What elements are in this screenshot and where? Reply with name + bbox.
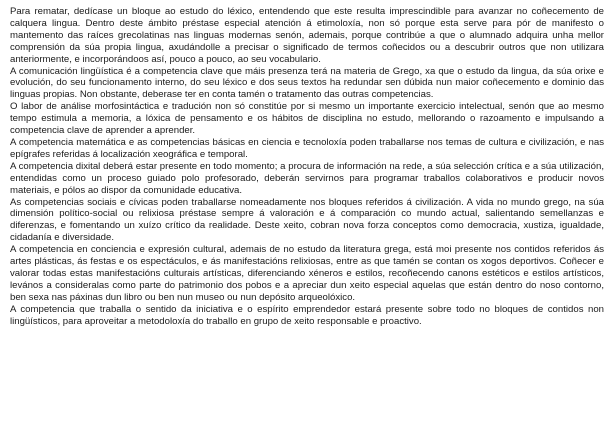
paragraph-iniciativa-emprendedor: A competencia que traballa o sentido da iniciativa e o espírito emprendedor estará presente sobre todo no bloques de contidos non lingüísticos, para aproveitar a metodoloxía do traballo en grupo de xeito responsable e proactivo.	[10, 303, 604, 327]
paragraph-expresion-cultural: A competencia en conciencia e expresión cultural, ademais de no estudo da literatura grega, está moi presente nos contidos referidos ás artes plásticas, ás festas e os espectáculos, e ás manifestacións relixiosas, entre as que tamén se contan os xogos deportivos. Coñecer e valorar todas estas manifestacións culturais artísticas, diferenciando xéneros e estilos, recoñecendo canons estéticos e estilos artísticos, levános a consideralas como parte do patrimonio dos pobos e a apreciar dun xeito especial aquelas que están dentro do noso contorno, ben sexa nas páxinas dun libro ou ben nun museo ou nun depósito arqueolóxico.	[10, 244, 604, 303]
document-body	[10, 6, 604, 327]
paragraph-lexico: Para rematar, dedícase un bloque ao estudo do léxico, entendendo que este resulta imprescindible para avanzar no coñecemento de calquera lingua. Dentro deste ámbito préstase especial atención á etimoloxía, non só porque esta serve para pór de manifesto o mantemento das raíces grecolatinas nas linguas modernas senón, ademais, porque contribúe a que o alumnado adquira unha mellor comprensión da súa propia lingua, axudándolle a precisar o significado de termos coñecidos ou a descubrir outros que non utilizara anteriormente, e incorporándoos así, pouco a pouco, ao seu vocabulario.	[10, 6, 604, 65]
paragraph-competencia-dixital: A competencia dixital deberá estar presente en todo momento; a procura de información na rede, a súa selección crítica e a súa utilización, entendidas como un proceso guiado polo profesorado, deberán servirnos para programar traballos colaborativos e producir novos materiais, e pólos ao dispor da comunidade educativa.	[10, 160, 604, 196]
paragraph-analise-morfosintactica: O labor de análise morfosintáctica e tradución non só constitúe por si mesmo un importante exercicio intelectual, senón que ao mesmo tempo estimula a memoria, a lóxica de pensamento e os hábitos de disciplina no estudo, mellorando o razoamento e impulsando a competencia clave de aprender a aprender.	[10, 101, 604, 137]
paragraph-competencias-sociais: As competencias sociais e cívicas poden traballarse nomeadamente nos bloques referidos á civilización. A vida no mundo grego, na súa dimensión político-social ou relixiosa préstase sempre á valoración e á comparación co mundo actual, salientando semellanzas e diferenzas, e fomentando un xuízo crítico da realidade. Deste xeito, cobran nova forza conceptos como democracia, xustiza, igualdade, cidadanía e diversidade.	[10, 196, 604, 244]
paragraph-comunicacion-linguistica: A comunicación lingüística é a competencia clave que máis presenza terá na materia de Grego, xa que o estudo da lingua, da súa orixe e evolución, do seu funcionamento interno, do seu léxico e dos seus textos ha redundar sen dúbida nun maior coñecemento e dominio das linguas propias. Non obstante, deberase ter en conta tamén o tratamento das outras competencias.	[10, 65, 604, 101]
paragraph-competencia-matematica: A competencia matemática e as competencias básicas en ciencia e tecnoloxía poden traballarse nos temas de cultura e civilización, e nas epígrafes referidas á localización xeográfica e temporal.	[10, 136, 604, 160]
